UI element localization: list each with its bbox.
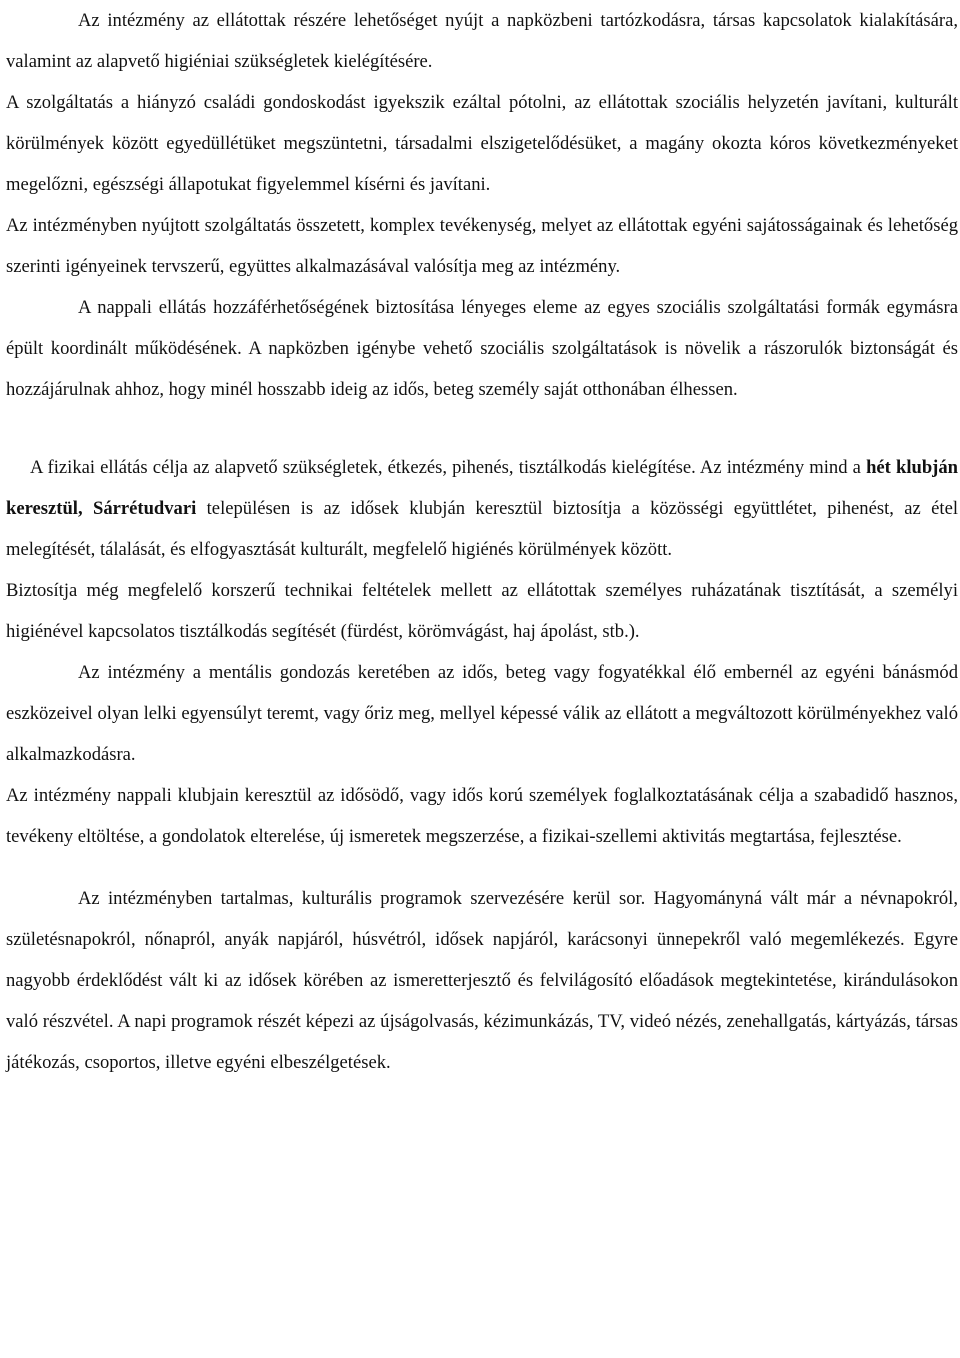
paragraph-9: Az intézményben tartalmas, kulturális programok szervezésére kerül sor. Hagyományná vált már a névnapokról, születésnapokról, nőnapról, anyák napjáról, húsvétról, idősek napjáról, karácsonyi ünnepekről való megemlékezés. Egyre nagyobb érdeklődést vált ki az idősek körében az ismeretterjesztő és felvilágosító előadások megtekintetése, kirándulásokon való részvétel. A napi programok részét képezi az újságolvasás, kézimunkázás, TV, videó nézés, zenehallgatás, kártyázás, társas játékozás, csoportos, illetve egyéni elbeszélgetések.: [6, 888, 958, 1073]
paragraph-5-text-before: A fizikai ellátás célja az alapvető szükségletek, étkezés, pihenés, tisztálkodás kielégítése. Az intézmény mind a: [30, 457, 867, 478]
paragraph-8: Az intézmény nappali klubjain keresztül az idősödő, vagy idős korú személyek foglalkoztatásának célja a szabadidő hasznos, tevékeny eltöltése, a gondolatok elterelése, új ismeretek megszerzése, a fizikai-szellemi aktivitás megtartása, fejlesztése.: [6, 785, 958, 847]
paragraph-6: Biztosítja még megfelelő korszerű technikai feltételek mellett az ellátottak személyes ruházatának tisztítását, a személyi higiénével kapcsolatos tisztálkodás segítését (fürdést, körömvágást, haj ápolást, stb.).: [6, 580, 958, 642]
paragraph-5-bold-text: hét klubján keresztül, Sárrétudvari: [6, 457, 959, 519]
paragraph-3: Az intézményben nyújtott szolgáltatás összetett, komplex tevékenység, melyet az ellátottak egyéni sajátosságainak és lehetőség szerinti igényeinek tervszerű, együttes alkalmazásával valósítja meg az intézmény.: [6, 215, 958, 277]
paragraph-1: Az intézmény az ellátottak részére lehetőséget nyújt a napközbeni tartózkodásra, társas kapcsolatok kialakítására, valamint az alapvető higiéniai szükségletek kielégítésére.: [6, 10, 958, 72]
paragraph-5: [6, 447, 958, 570]
paragraph-spacer: [6, 857, 958, 878]
paragraph-7: Az intézmény a mentális gondozás keretében az idős, beteg vagy fogyatékkal élő embernél az egyéni bánásmód eszközeivel olyan lelki egyensúlyt teremt, vagy őriz meg, mellyel képessé válik az ellátott a megváltozott körülményekhez való alkalmazkodásra.: [6, 662, 958, 765]
document-page: [6, 0, 958, 1083]
paragraph-2: A szolgáltatás a hiányzó családi gondoskodást igyekszik ezáltal pótolni, az ellátottak szociális helyzetén javítani, kulturált körülmények között egyedüllétüket megszüntetni, társadalmi elszigetelődésüket, a magány okozta kóros következményeket megelőzni, egészségi állapotukat figyelemmel kísérni és javítani.: [6, 92, 958, 195]
paragraph-4: A nappali ellátás hozzáférhetőségének biztosítása lényeges eleme az egyes szociális szolgáltatási formák egymásra épült koordinált működésének. A napközben igénybe vehető szociális szolgáltatások is növelik a rászorulók biztonságát és hozzájárulnak ahhoz, hogy minél hosszabb ideig az idős, beteg személy saját otthonában élhessen.: [6, 297, 958, 400]
paragraph-spacer: [6, 410, 958, 447]
paragraph-5-text-after: településen is az idősek klubján keresztül biztosítja a közösségi együttlétet, pihenést, az étel melegítését, tálalását, és elfogyasztását kulturált, megfelelő higiénés körülmények között.: [6, 498, 959, 560]
